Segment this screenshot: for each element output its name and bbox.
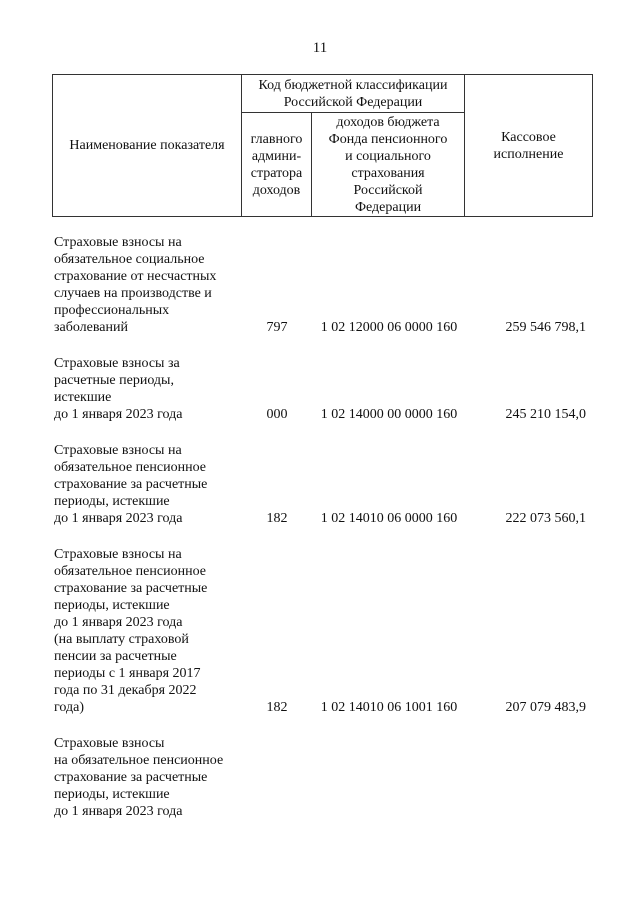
row-amount: 245 210 154,0 <box>505 407 586 422</box>
header-name-column: Наименование показателя <box>53 75 242 217</box>
table-header <box>52 74 593 217</box>
row-kbk-code: 1 02 14000 00 0000 160 <box>320 407 458 422</box>
row-admin-code: 797 <box>266 320 288 335</box>
header-execution-column: Кассовое исполнение <box>465 75 593 217</box>
row-name: Страховые взносы на обязательное пенсионное страхование за расчетные периоды, истекшие до 1 января 2023 года <box>54 443 208 526</box>
row-amount: 222 073 560,1 <box>505 511 586 526</box>
row-amount: 207 079 483,9 <box>505 700 586 715</box>
row-name: Страховые взносы на обязательное пенсионное страхование за расчетные периоды, истекшие до 1 января 2023 года <box>54 736 224 819</box>
page-number: 11 <box>312 40 328 56</box>
table-row <box>52 546 592 716</box>
row-admin-code: 182 <box>266 511 288 526</box>
row-amount: 259 546 798,1 <box>505 320 586 335</box>
row-admin-code: 182 <box>266 700 288 715</box>
table-row <box>52 355 592 423</box>
table-row <box>52 442 592 527</box>
row-kbk-code: 1 02 14010 06 1001 160 <box>320 700 458 715</box>
header-admin-column: главного админи- стратора доходов <box>242 113 312 217</box>
row-name: Страховые взносы на обязательное социальное страхование от несчастных случаев на производстве и профессиональных заболеваний <box>54 235 217 335</box>
header-income-column: доходов бюджета Фонда пенсионного и социального страхования Российской Федерации <box>312 113 465 217</box>
row-name: Страховые взносы на обязательное пенсионное страхование за расчетные периоды, истекшие до 1 января 2023 года (на выплату страховой пенсии за расчетные периоды с 1 января 2017 года по 31 декабря 2022 года) <box>54 547 208 715</box>
table-body <box>52 234 592 820</box>
header-kbk-group: Код бюджетной классификации Российской Федерации <box>242 75 465 113</box>
table-row <box>52 735 592 820</box>
row-kbk-code: 1 02 14010 06 0000 160 <box>320 511 458 526</box>
row-kbk-code: 1 02 12000 06 0000 160 <box>320 320 458 335</box>
row-admin-code: 000 <box>266 407 288 422</box>
row-name: Страховые взносы за расчетные периоды, истекшие до 1 января 2023 года <box>54 356 183 422</box>
table-row <box>52 234 592 336</box>
